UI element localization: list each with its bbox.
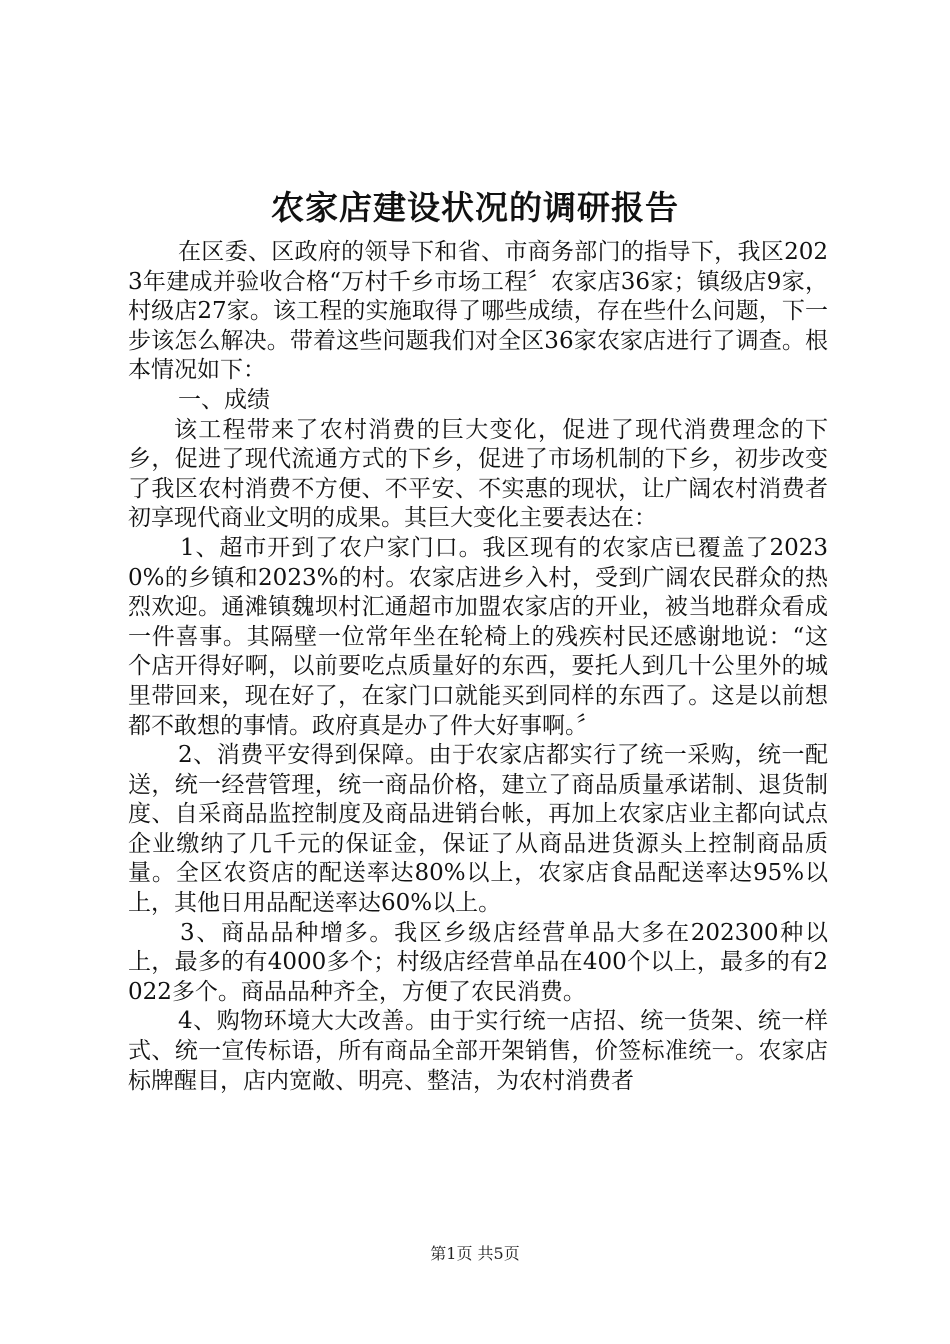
- paragraph-point-3: 3、商品品种增多。我区乡级店经营单品大多在202300种以上，最多的有4000多个；村级店经营单品在400个以上，最多的有2022多个。商品品种齐全，方便了农民消费。: [128, 919, 828, 1005]
- document-body: [128, 238, 828, 1096]
- paragraph-point-1: 1、超市开到了农户家门口。我区现有的农家店已覆盖了20230%的乡镇和2023%的村。农家店进乡入村，受到广阔农民群众的热烈欢迎。通滩镇魏坝村汇通超市加盟农家店的开业，被当地群众看成一件喜事。其隔壁一位常年坐在轮椅上的残疾村民还感谢地说：“这个店开得好啊，以前要吃点质量好的东西，要托人到几十公里外的城里带回来，现在好了，在家门口就能买到同样的东西了。这是以前想都不敢想的事情。政府真是办了件大好事啊。〞: [128, 534, 828, 739]
- paragraph-overview: 该工程带来了农村消费的巨大变化，促进了现代消费理念的下乡，促进了现代流通方式的下乡，促进了市场机制的下乡，初步改变了我区农村消费不方便、不平安、不实惠的现状，让广阔农村消费者初享现代商业文明的成果。其巨大变化主要表达在：: [128, 416, 828, 532]
- paragraph-point-4: 4、购物环境大大改善。由于实行统一店招、统一货架、统一样式、统一宣传标语，所有商品全部开架销售，价签标准统一。农家店标牌醒目，店内宽敞、明亮、整洁，为农村消费者: [128, 1008, 828, 1094]
- page-number-footer: 第1页 共5页: [430, 1244, 520, 1263]
- section-heading-achievements: 一、成绩: [178, 386, 270, 413]
- document-title: 农家店建设状况的调研报告: [271, 188, 679, 227]
- paragraph-intro: 在区委、区政府的领导下和省、市商务部门的指导下，我区2023年建成并验收合格“万村千乡市场工程〞农家店36家；镇级店9家，村级店27家。该工程的实施取得了哪些成绩，存在些什么问题，下一步该怎么解决。带着这些问题我们对全区36家农家店进行了调查。根本情况如下：: [128, 239, 828, 384]
- paragraph-point-2: 2、消费平安得到保障。由于农家店都实行了统一采购，统一配送，统一经营管理，统一商品价格，建立了商品质量承诺制、退货制度、自采商品监控制度及商品进销台帐，再加上农家店业主都向试点企业缴纳了几千元的保证金，保证了从商品进货源头上控制商品质量。全区农资店的配送率达80%以上，农家店食品配送率达95%以上，其他日用品配送率达60%以上。: [128, 742, 828, 917]
